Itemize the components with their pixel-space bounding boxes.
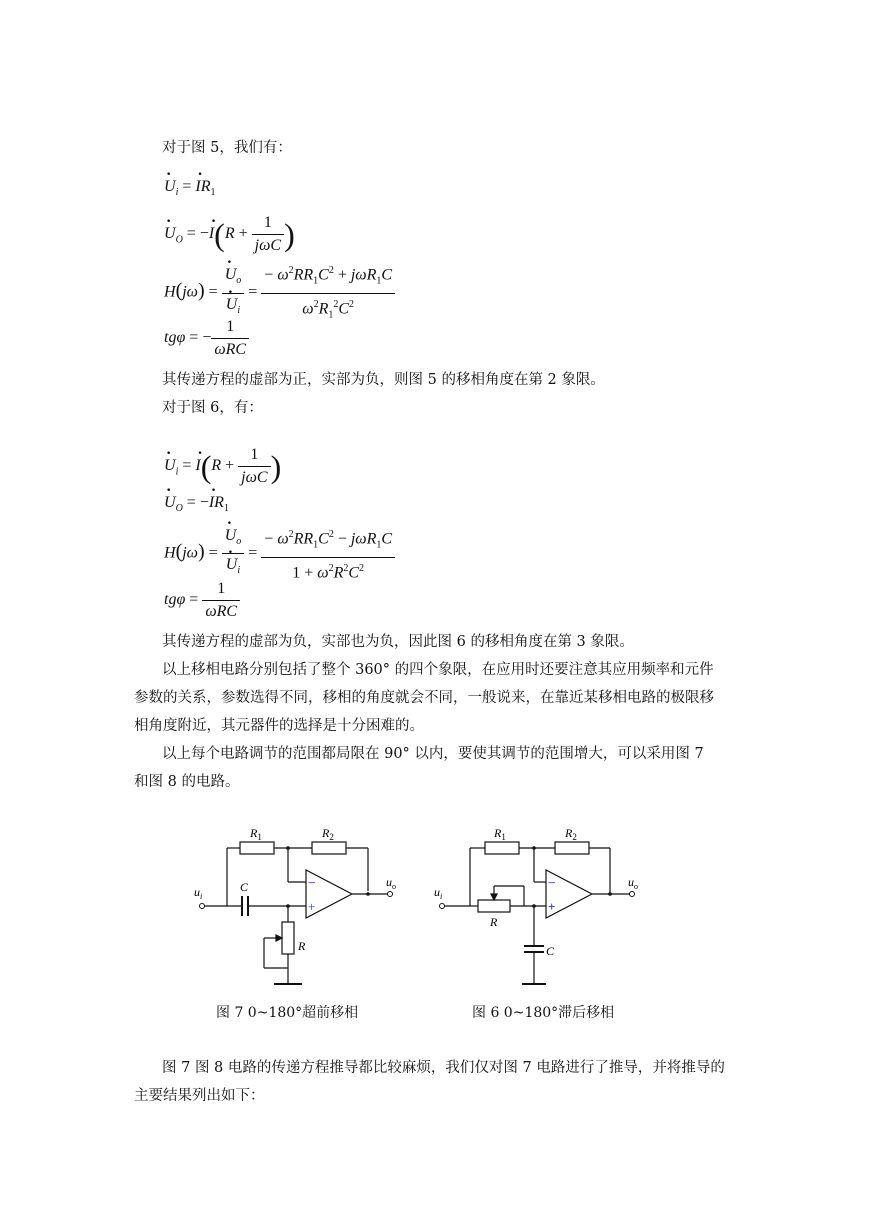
figure8-circuit bbox=[430, 818, 660, 998]
equation-fig6-transfer: H(jω) = · $U_o$ · $U_i$ = $\frac{- \omega^2RR_1C^2 - j\omega R_1C}{1 + \omega^2R^2C^2}$ bbox=[164, 526, 395, 582]
fig7-r1-label: $R_1$ bbox=[250, 826, 262, 842]
para2-line1: 以上每个电路调节的范围都局限在 90° 以内，要使其调节的范围增大，可以采用图 7 bbox=[162, 746, 704, 762]
equation-fig5-uo: · $U_O$ = −· I(R + $\frac{1}{\text{jωC}}$ ) bbox=[164, 214, 295, 255]
fig8-plus-sign: + bbox=[548, 899, 556, 914]
para2-line2: 和图 8 的电路。 bbox=[134, 774, 240, 790]
fig7-uo-label: $u_o$ bbox=[386, 875, 396, 891]
fig7-r-label: R bbox=[298, 939, 306, 953]
equation-fig5-ui: · $U_i$ = · $IR_1$ bbox=[164, 178, 215, 202]
equation-fig6-ui: · $U_i$ = · I(R + $\frac{1}{\text{jωC}}$ ) bbox=[164, 446, 281, 487]
fig8-r1-label: $R_1$ bbox=[494, 826, 506, 842]
equation-fig6-uo: · $U_O$ = −· $IR_1$ bbox=[164, 494, 229, 518]
fig8-c-label: C bbox=[546, 944, 555, 958]
fig7-ui-label: $u_i$ bbox=[194, 885, 203, 901]
para3-line1: 图 7 图 8 电路的传递方程推导都比较麻烦，我们仅对图 7 电路进行了推导，并将推导的 bbox=[162, 1060, 725, 1076]
text-fig6-intro: 对于图 6，有： bbox=[162, 400, 263, 416]
fig8-r-label: R bbox=[490, 915, 498, 929]
fig7-r2-label: $R_2$ bbox=[322, 826, 334, 842]
text-fig5-result: 其传递方程的虚部为正，实部为负，则图 5 的移相角度在第 2 象限。 bbox=[162, 372, 605, 388]
figure7-circuit bbox=[190, 818, 410, 998]
text-fig6-result: 其传递方程的虚部为负，实部也为负，因此图 6 的移相角度在第 3 象限。 bbox=[162, 634, 634, 650]
fig8-ui-label: $u_i$ bbox=[434, 885, 443, 901]
fig8-r2-label: $R_2$ bbox=[565, 826, 577, 842]
figure7-caption: 图 7 0~180°超前移相 bbox=[216, 1005, 359, 1021]
text-fig5-intro: 对于图 5，我们有： bbox=[162, 140, 292, 156]
figure8-caption: 图 6 0~180°滞后移相 bbox=[472, 1005, 615, 1021]
fig7-minus-sign: − bbox=[308, 876, 316, 891]
equation-fig5-phase: tgφ = − $\frac{1}{\text{ωRC}}$ bbox=[164, 318, 249, 359]
para1-line1: 以上移相电路分别包括了整个 360° 的四个象限，在应用时还要注意其应用频率和元件 bbox=[162, 662, 714, 678]
fig8-minus-sign: − bbox=[548, 876, 556, 891]
equation-fig6-phase: tgφ = $\frac{1}{\text{ωRC}}$ bbox=[164, 580, 240, 621]
fig8-uo-label: $u_o$ bbox=[628, 875, 638, 891]
fig7-plus-sign: + bbox=[308, 899, 316, 914]
para3-line2: 主要结果列出如下： bbox=[134, 1088, 265, 1104]
para1-line2: 参数的关系，参数选得不同，移相的角度就会不同，一般说来，在靠近某移相电路的极限移 bbox=[134, 690, 714, 706]
equation-fig5-transfer: H(jω) = · $U_o$ · $U_i$ = $\frac{- \omega^2RR_1C^2 + j\omega R_1C}{\omega^2R_1^2C^2}$ bbox=[164, 262, 395, 324]
fig7-c-label: C bbox=[240, 880, 249, 894]
para1-line3: 相角度附近，其元器件的选择是十分困难的。 bbox=[134, 718, 424, 734]
